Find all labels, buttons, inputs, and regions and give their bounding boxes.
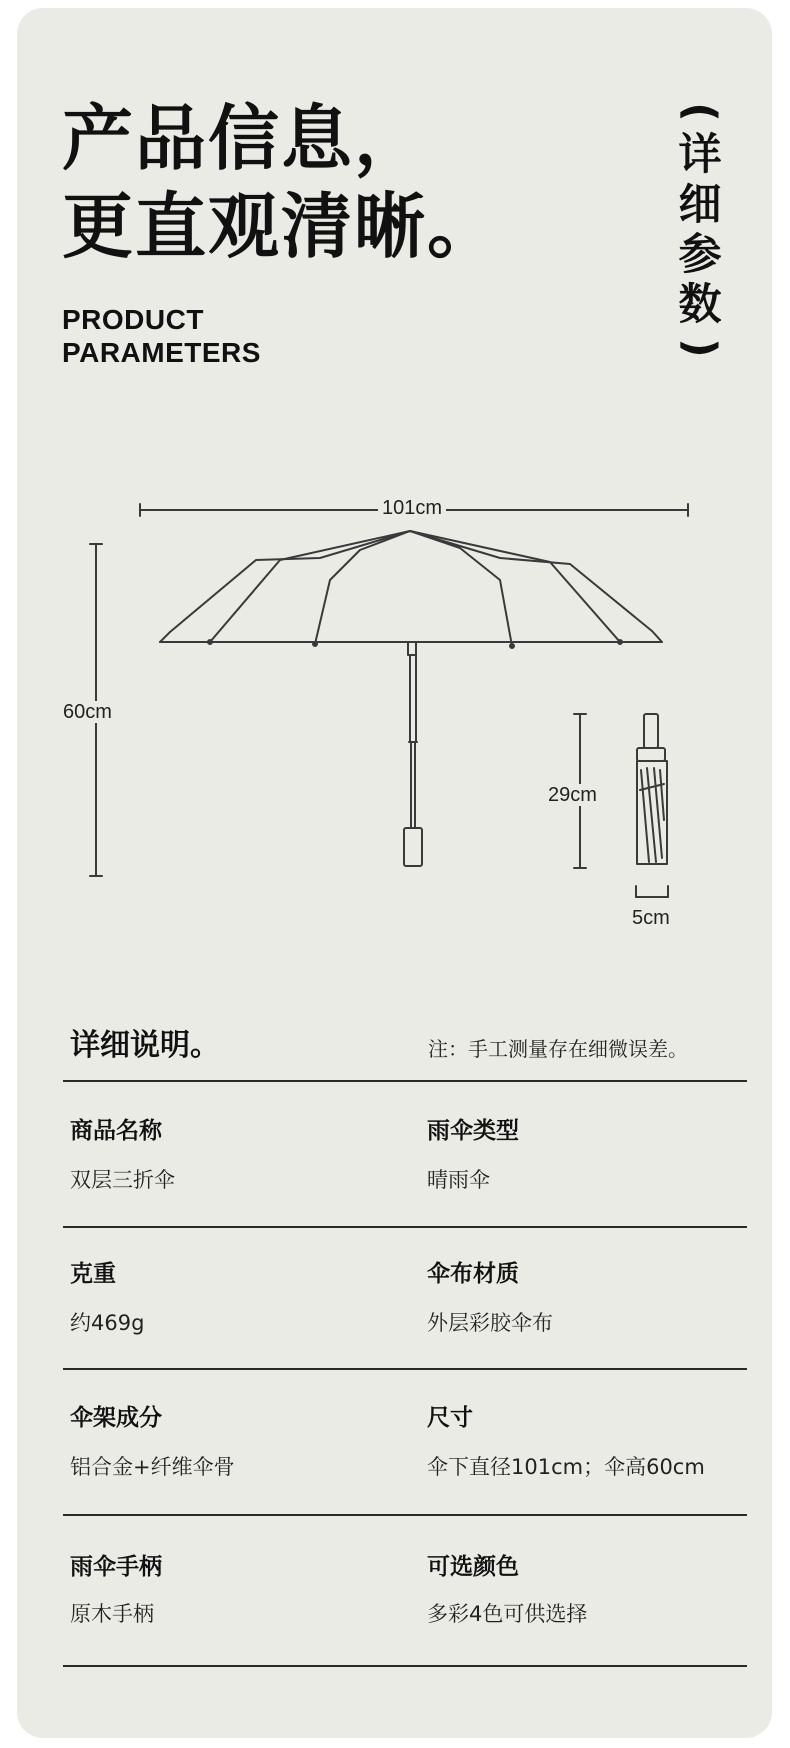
spec-label-fabric: 伞布材质	[427, 1261, 519, 1287]
spec-label-frame: 伞架成分	[70, 1405, 162, 1431]
product-parameters-subtitle	[62, 303, 261, 369]
spec-value-umbrella-type: 晴雨伞	[427, 1168, 490, 1192]
details-title: 详细说明。	[70, 1028, 220, 1063]
subtitle-line-1: PRODUCT	[62, 304, 204, 335]
open-width-label: 101cm	[378, 497, 446, 519]
spec-label-size: 尺寸	[427, 1405, 473, 1431]
folded-width-label: 5cm	[628, 907, 674, 929]
spec-value-weight: 约469g	[70, 1311, 145, 1335]
spec-value-colors: 多彩4色可供选择	[427, 1602, 588, 1626]
tag-open-paren: (	[675, 102, 725, 122]
tag-close-paren: )	[675, 338, 725, 358]
spec-label-weight: 克重	[70, 1261, 116, 1287]
tag-char: 细	[678, 180, 722, 230]
spec-value-fabric: 外层彩胶伞布	[427, 1311, 553, 1335]
spec-label-umbrella-type: 雨伞类型	[427, 1118, 519, 1144]
divider	[63, 1226, 747, 1228]
divider	[63, 1665, 747, 1667]
spec-value-product-name: 双层三折伞	[70, 1168, 175, 1192]
open-height-label: 60cm	[59, 701, 116, 723]
subtitle-line-2: PARAMETERS	[62, 337, 261, 368]
tag-char: 数	[678, 280, 722, 330]
measurement-note: 注：手工测量存在细微误差。	[428, 1037, 688, 1061]
folded-height-label: 29cm	[544, 784, 601, 806]
title-line-1: 产品信息，	[62, 97, 428, 180]
detailed-params-tag	[672, 94, 728, 366]
spec-label-product-name: 商品名称	[70, 1118, 162, 1144]
page-title	[62, 95, 500, 271]
tag-char: 详	[678, 130, 722, 180]
divider	[63, 1514, 747, 1516]
tag-char: 参	[678, 230, 722, 280]
spec-value-handle: 原木手柄	[70, 1602, 154, 1626]
spec-value-size: 伞下直径101cm；伞高60cm	[427, 1455, 705, 1479]
divider	[63, 1368, 747, 1370]
title-line-2: 更直观清晰。	[62, 185, 501, 268]
spec-value-frame: 铝合金+纤维伞骨	[70, 1455, 235, 1479]
spec-label-colors: 可选颜色	[427, 1554, 519, 1580]
spec-label-handle: 雨伞手柄	[70, 1554, 162, 1580]
divider	[63, 1080, 747, 1082]
